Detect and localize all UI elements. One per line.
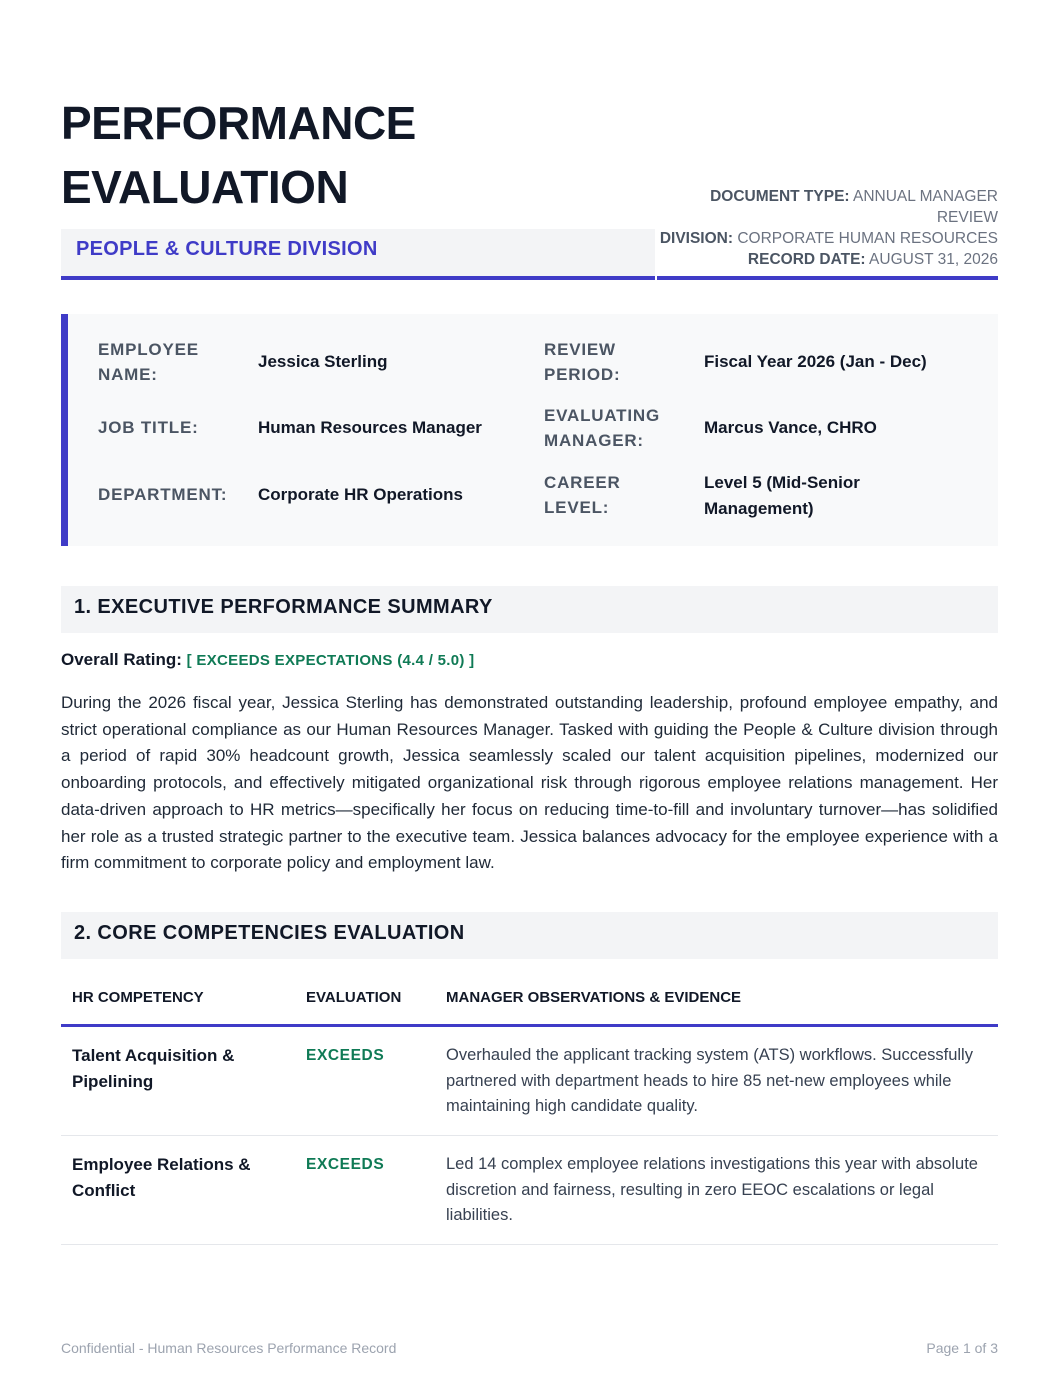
column-header-evaluation: EVALUATION (306, 989, 402, 1006)
review-period-label: REVIEW PERIOD: (544, 340, 621, 384)
table-row (61, 1027, 998, 1136)
competencies-table (61, 978, 998, 1245)
competency-evaluation: EXCEEDS (306, 1156, 385, 1173)
meta-division-value: CORPORATE HUMAN RESOURCES (737, 230, 998, 247)
meta-division-label: DIVISION: (659, 230, 734, 247)
footer-confidential: Confidential - Human Resources Performance Record (61, 1340, 397, 1356)
column-header-observations: MANAGER OBSERVATIONS & EVIDENCE (446, 989, 742, 1006)
column-header-competency: HR COMPETENCY (72, 989, 204, 1006)
meta-doc-type-value: ANNUAL MANAGER REVIEW (853, 188, 998, 226)
meta-doc-type (657, 186, 998, 228)
division-banner (61, 229, 655, 280)
overall-rating-label: Overall Rating: (61, 650, 182, 669)
division-name: PEOPLE & CULTURE DIVISION (76, 238, 378, 260)
competency-observation: Led 14 complex employee relations investigations this year with absolute discretion and fairness, resulting in zero EEOC escalations or legal liabilities. (446, 1155, 978, 1224)
executive-summary-text: During the 2026 fiscal year, Jessica Sterling has demonstrated outstanding leadership, profound employee empathy, and strict operational compliance as our Human Resources Manager. Tasked with guiding the People & Culture division through a period of rapid 30% headcount growth, Jessica seamlessly scaled our talent acquisition pipelines, modernized our onboarding protocols, and effectively mitigated organizational risk through rigorous employee relations management. Her data-driven approach to HR metrics—specifically her focus on reducing time-to-fill and involuntary turnover—has solidified her role as a trusted strategic partner to the executive team. Jessica balances advocacy for the employee experience with a firm commitment to corporate policy and employment law. (61, 693, 998, 873)
job-title-value: Human Resources Manager (258, 418, 482, 437)
document-meta (657, 186, 998, 280)
competency-observation: Overhauled the applicant tracking system (ATS) workflows. Successfully partnered with department heads to hire 85 net-new employees while maintaining high candidate quality. (446, 1046, 973, 1115)
employee-name-value: Jessica Sterling (258, 352, 388, 371)
competency-name: Employee Relations & Conflict (72, 1155, 251, 1200)
title-line-1: PERFORMANCE (61, 97, 416, 149)
section-competencies-heading (61, 912, 998, 959)
meta-record-date-value: AUGUST 31, 2026 (869, 251, 998, 268)
career-level-label: CAREER LEVEL: (544, 473, 621, 517)
title-line-2: EVALUATION (61, 161, 349, 213)
table-header (61, 978, 998, 1027)
section-summary-title: 1. EXECUTIVE PERFORMANCE SUMMARY (74, 596, 493, 618)
review-period-value: Fiscal Year 2026 (Jan - Dec) (704, 352, 927, 371)
section-summary-heading (61, 586, 998, 633)
evaluating-manager-label: EVALUATING MANAGER: (544, 406, 660, 450)
overall-rating-value: [ EXCEEDS EXPECTATIONS (4.4 / 5.0) ] (186, 652, 475, 669)
competency-name: Talent Acquisition & Pipelining (72, 1046, 235, 1091)
meta-doc-type-label: DOCUMENT TYPE: (710, 188, 850, 205)
meta-division (657, 228, 998, 249)
meta-record-date (657, 249, 998, 270)
footer-page-number: Page 1 of 3 (926, 1340, 998, 1356)
department-value: Corporate HR Operations (258, 485, 463, 504)
career-level-value: Level 5 (Mid-Senior Management) (704, 473, 860, 518)
competency-evaluation: EXCEEDS (306, 1047, 385, 1064)
employee-name-label: EMPLOYEE NAME: (98, 340, 199, 384)
table-row (61, 1136, 998, 1245)
overall-rating (61, 650, 474, 670)
page-title (61, 91, 416, 219)
job-title-label: JOB TITLE: (98, 418, 199, 437)
department-label: DEPARTMENT: (98, 485, 228, 504)
meta-record-date-label: RECORD DATE: (747, 251, 866, 268)
section-competencies-title: 2. CORE COMPETENCIES EVALUATION (74, 922, 465, 944)
evaluating-manager-value: Marcus Vance, CHRO (704, 418, 877, 437)
employee-info-card (61, 314, 998, 546)
